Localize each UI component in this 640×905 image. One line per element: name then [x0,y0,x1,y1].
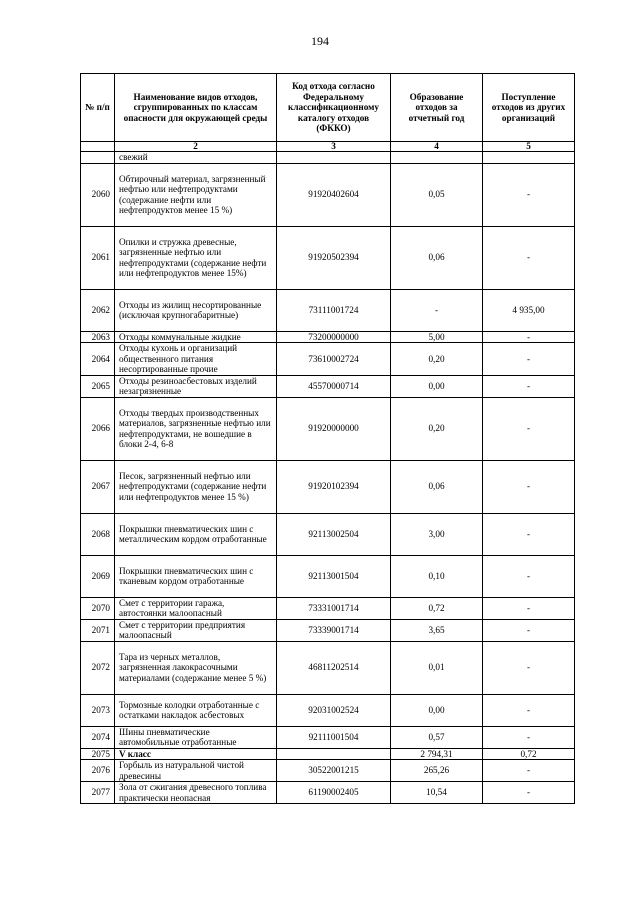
received-amount: - [483,726,575,748]
table-row [81,331,575,343]
row-number: 2069 [81,555,115,597]
waste-name: V класс [115,748,277,760]
header-number: № п/п [81,74,115,142]
table-row [81,619,575,641]
fkko-code: 92111001504 [277,726,391,748]
waste-name: Смет с территории гаража, автостоянки малоопасный [115,597,277,619]
row-number: 2062 [81,289,115,331]
waste-name: Отходы из жилищ несортированные (исключая крупногабаритные) [115,289,277,331]
formed-amount: 3,00 [391,513,483,555]
received-amount: - [483,226,575,289]
waste-name: Покрышки пневматических шин с металлическим кордом отработанные [115,513,277,555]
fkko-code: 73200000000 [277,331,391,343]
row-number: 2070 [81,597,115,619]
table-row [81,694,575,726]
table-row [81,641,575,694]
formed-amount: 265,26 [391,760,483,782]
row-number [81,152,115,164]
waste-name: Горбыль из натуральной чистой древесины [115,760,277,782]
formed-amount: 2 794,31 [391,748,483,760]
formed-amount: - [391,289,483,331]
fkko-code: 91920000000 [277,397,391,460]
table-row [81,597,575,619]
table-row [81,782,575,804]
row-number: 2075 [81,748,115,760]
row-number: 2068 [81,513,115,555]
fkko-code: 73111001724 [277,289,391,331]
row-number: 2074 [81,726,115,748]
column-number-3: 3 [277,142,391,152]
received-amount [483,152,575,164]
table-body [81,152,575,804]
fkko-code: 30522001215 [277,760,391,782]
waste-name: Покрышки пневматических шин с тканевым кордом отработанные [115,555,277,597]
formed-amount: 0,00 [391,694,483,726]
table-row [81,343,575,376]
row-number: 2064 [81,343,115,376]
row-number: 2061 [81,226,115,289]
row-number: 2060 [81,163,115,226]
row-number: 2077 [81,782,115,804]
received-amount: - [483,760,575,782]
page-number: 194 [311,34,329,48]
fkko-code: 61190002405 [277,782,391,804]
formed-amount: 0,01 [391,641,483,694]
received-amount: - [483,343,575,376]
fkko-code: 45570000714 [277,375,391,397]
received-amount: - [483,397,575,460]
waste-name: Отходы коммунальные жидкие [115,331,277,343]
table-row [81,748,575,760]
received-amount: 0,72 [483,748,575,760]
waste-name: Отходы кухонь и организаций общественного питания несортированные прочие [115,343,277,376]
header-formed: Образование отходов за отчетный год [391,74,483,142]
received-amount: - [483,375,575,397]
row-number: 2066 [81,397,115,460]
waste-name: Смет с территории предприятия малоопасный [115,619,277,641]
header-waste-name: Наименование видов отходов, сгруппированных по классам опасности для окружающей среды [115,74,277,142]
waste-name: Шины пневматические автомобильные отработанные [115,726,277,748]
table-row [81,760,575,782]
fkko-code: 46811202514 [277,641,391,694]
waste-name: Тормозные колодки отработанные с остатками накладок асбестовых [115,694,277,726]
table-row [81,152,575,164]
waste-name: Отходы твердых производственных материалов, загрязненные нефтью или нефтепродуктами, не вошедшие в блоки 2-4, 6-8 [115,397,277,460]
row-number: 2071 [81,619,115,641]
header-fkko-code: Код отхода согласно Федеральному классификационному каталогу отходов (ФККО) [277,74,391,142]
column-number-4: 4 [391,142,483,152]
received-amount: 4 935,00 [483,289,575,331]
table-row [81,289,575,331]
row-number: 2067 [81,460,115,513]
table-row [81,513,575,555]
fkko-code: 91920402604 [277,163,391,226]
formed-amount: 0,10 [391,555,483,597]
waste-name: Опилки и стружка древесные, загрязненные нефтью или нефтепродуктами (содержание нефти или нефтепродуктов менее 15%) [115,226,277,289]
received-amount: - [483,694,575,726]
waste-name: свежий [115,152,277,164]
formed-amount: 5,00 [391,331,483,343]
table-row [81,163,575,226]
formed-amount: 0,20 [391,343,483,376]
received-amount: - [483,619,575,641]
waste-name: Тара из черных металлов, загрязненная лакокрасочными материалами (содержание менее 5 %) [115,641,277,694]
fkko-code: 73339001714 [277,619,391,641]
fkko-code: 73331001714 [277,597,391,619]
fkko-code: 92031002524 [277,694,391,726]
received-amount: - [483,782,575,804]
waste-name: Отходы резиноасбестовых изделий незагрязненные [115,375,277,397]
received-amount: - [483,460,575,513]
formed-amount: 0,57 [391,726,483,748]
row-number: 2072 [81,641,115,694]
formed-amount: 0,05 [391,163,483,226]
table-row [81,375,575,397]
row-number: 2073 [81,694,115,726]
column-number-5: 5 [483,142,575,152]
received-amount: - [483,597,575,619]
formed-amount: 10,54 [391,782,483,804]
fkko-code [277,748,391,760]
table-row [81,726,575,748]
waste-table [80,73,575,804]
fkko-code: 92113001504 [277,555,391,597]
table-row [81,397,575,460]
waste-name: Обтирочный материал, загрязненный нефтью или нефтепродуктами (содержание нефти или нефтепродуктов менее 15 %) [115,163,277,226]
formed-amount: 0,20 [391,397,483,460]
table-row [81,555,575,597]
row-number: 2065 [81,375,115,397]
waste-name: Зола от сжигания древесного топлива практически неопасная [115,782,277,804]
fkko-code: 73610002724 [277,343,391,376]
column-number-2: 2 [115,142,277,152]
fkko-code: 91920102394 [277,460,391,513]
table-row [81,460,575,513]
formed-amount [391,152,483,164]
formed-amount: 0,72 [391,597,483,619]
formed-amount: 0,00 [391,375,483,397]
header-received: Поступление отходов из других организаций [483,74,575,142]
received-amount: - [483,641,575,694]
fkko-code: 91920502394 [277,226,391,289]
received-amount: - [483,331,575,343]
formed-amount: 0,06 [391,460,483,513]
formed-amount: 0,06 [391,226,483,289]
column-number-1 [81,142,115,152]
row-number: 2076 [81,760,115,782]
row-number: 2063 [81,331,115,343]
table-row [81,226,575,289]
received-amount: - [483,163,575,226]
formed-amount: 3,65 [391,619,483,641]
fkko-code [277,152,391,164]
received-amount: - [483,513,575,555]
received-amount: - [483,555,575,597]
fkko-code: 92113002504 [277,513,391,555]
waste-name: Песок, загрязненный нефтью или нефтепродуктами (содержание нефти или нефтепродуктов менее 15 %) [115,460,277,513]
